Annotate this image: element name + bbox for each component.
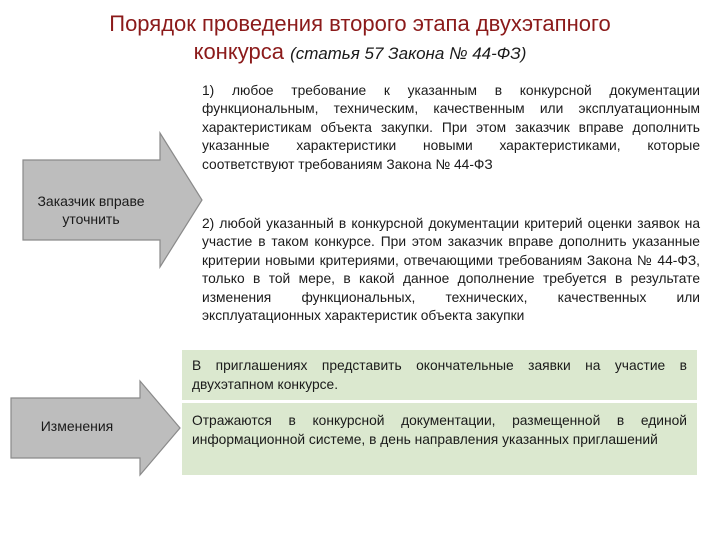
invitation-box: В приглашениях представить окончательные заявки на участие в двухэтапном конкурсе. — [182, 350, 697, 400]
documentation-box: Отражаются в конкурсной документации, размещенной в единой информационной системе, в день направления указанных приглашений — [182, 403, 697, 475]
clarify-item-1: 1) любое требование к указанным в конкурсной документации функциональным, техническим, качественным или эксплуатационным характеристикам объекта закупки. При этом заказчик вправе дополнить указанные характеристики новыми характеристиками, которые соответствуют требованиям Закона № 44-ФЗ — [202, 83, 700, 172]
clarify-arrow-label: Заказчик вправе уточнить — [37, 193, 145, 227]
title-line-1: Порядок проведения второго этапа двухэтапного — [109, 11, 611, 36]
title-main-word: конкурса — [193, 39, 284, 64]
page-title — [60, 10, 660, 68]
title-subtitle: (статья 57 Закона № 44-ФЗ) — [290, 44, 527, 63]
changes-arrow-label: Изменения — [40, 418, 114, 434]
title-line-2 — [60, 38, 660, 68]
clarify-item-2: 2) любой указанный в конкурсной документации критерий оценки заявок на участие в таком конкурсе. При этом заказчик вправе дополнить указанные критерии новыми критериями, отвечающими требованиям Закона № 44-ФЗ, только в той мере, в какой данное дополнение требуется в результате изменения функциональных, технических, качественных или эксплуатационных характеристик объекта закупки — [202, 216, 700, 324]
